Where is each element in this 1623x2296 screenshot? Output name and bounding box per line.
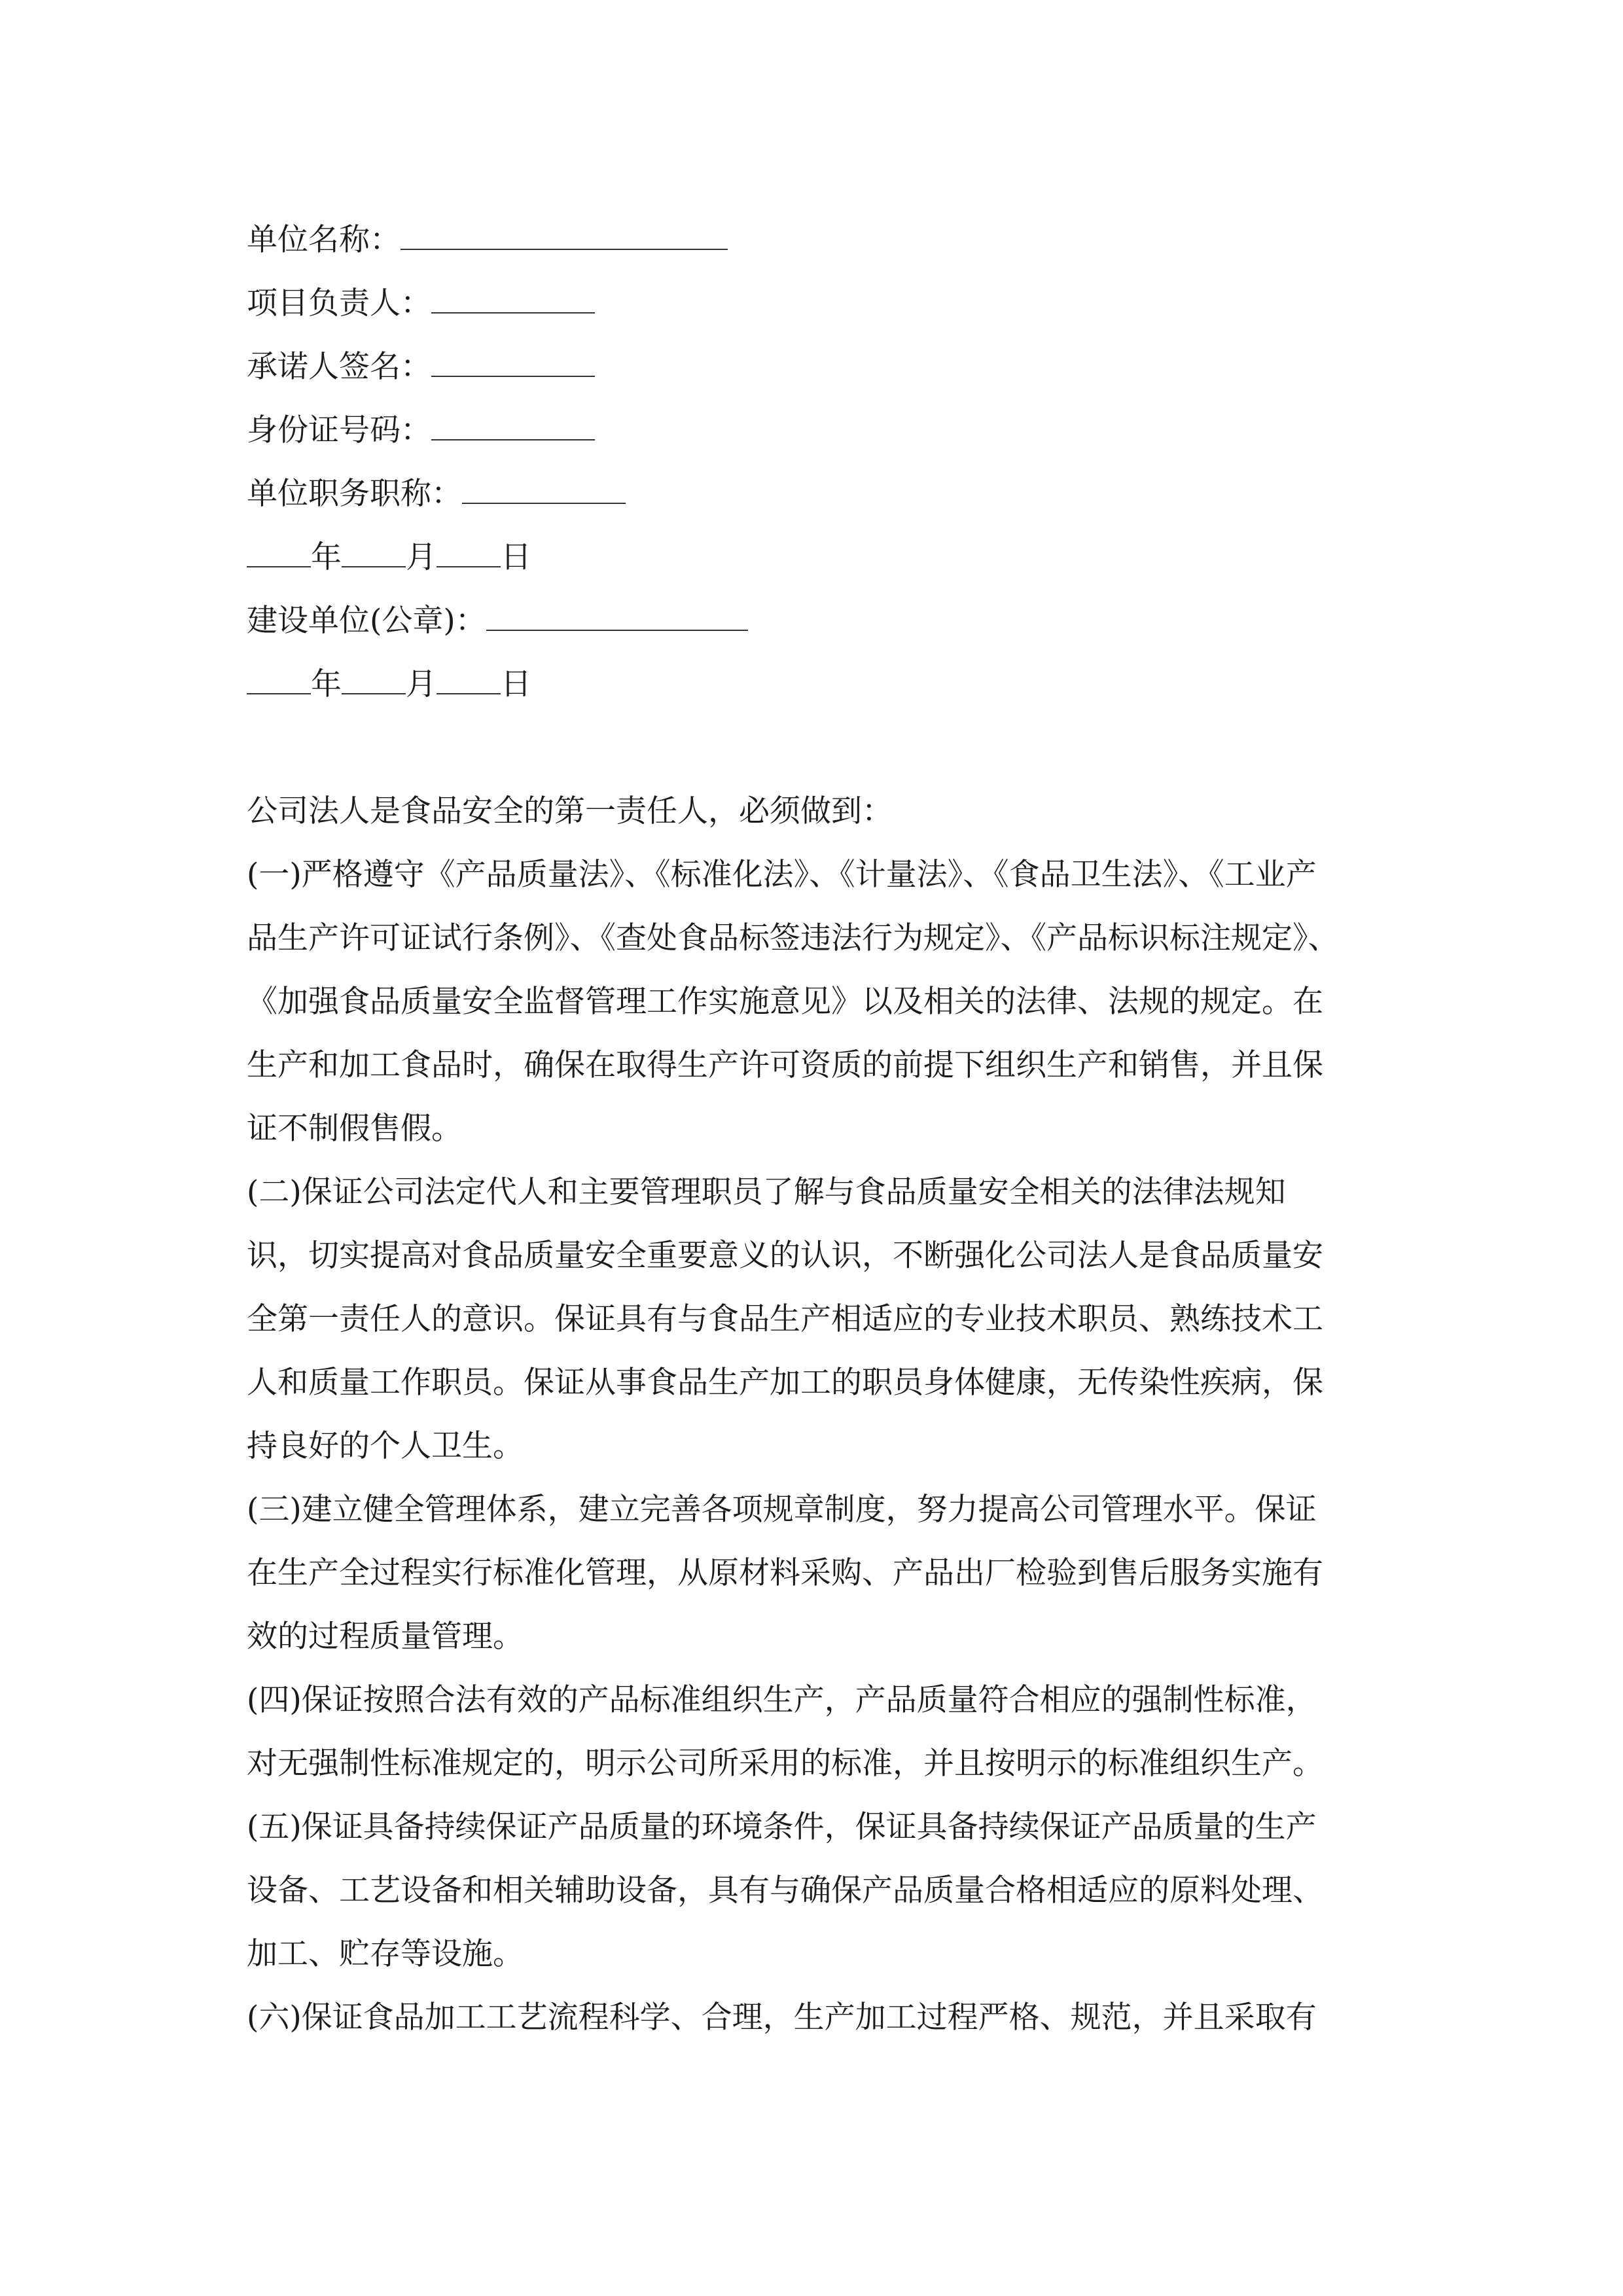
year-blank[interactable] xyxy=(247,527,311,567)
clause-5: (五)保证具备持续保证产品质量的环境条件，保证具备持续保证产品质量的生产 设备、工艺设备和相关辅助设备，具有与确保产品质量合格相适应的原料处理、 加工、贮存等设施。 xyxy=(247,1809,1323,1972)
day-label: 日 xyxy=(501,666,531,702)
year-label: 年 xyxy=(311,539,342,575)
builder-unit-blank[interactable] xyxy=(486,590,748,631)
project-leader-label: 项目负责人： xyxy=(247,285,431,321)
document-page xyxy=(247,208,1399,2049)
clause-6: (六)保证食品加工工艺流程科学、合理，生产加工过程严格、规范，并且采取有 xyxy=(247,2000,1317,2036)
id-number-row xyxy=(247,399,1399,462)
promisor-signature-row xyxy=(247,335,1399,399)
intro-paragraph: 公司法人是食品安全的第一责任人，必须做到： xyxy=(247,793,893,829)
project-leader-blank[interactable] xyxy=(431,273,595,314)
clause-1: (一)严格遵守《产品质量法》、《标准化法》、《计量法》、《食品卫生法》、《工业产 品生产许可证试行条例》、《查处食品标签违法行为规定》、《产品标识标注规定》、 《加强食品质量安全监督管理工作实施意见》以及相关的法律、法规的规定。在 生产和加工食品时，确保在取得生产许可资质的前提下组织生产和销售，并且保 证不制假售假。 xyxy=(247,857,1339,1147)
id-number-blank[interactable] xyxy=(431,400,595,440)
section-gap xyxy=(247,716,1399,780)
id-number-label: 身份证号码： xyxy=(247,412,431,448)
year-label: 年 xyxy=(311,666,342,702)
date-row-2 xyxy=(247,653,1399,716)
position-title-blank[interactable] xyxy=(462,463,626,504)
builder-unit-label: 建设单位(公章)： xyxy=(247,603,486,639)
day-label: 日 xyxy=(501,539,531,575)
clause-2: (二)保证公司法定代人和主要管理职员了解与食品质量安全相关的法律法规知 识，切实提高对食品质量安全重要意义的认识，不断强化公司法人是食品质量安 全第一责任人的意识。保证具有与食品生产相适应的专业技术职员、熟练技术工 人和质量工作职员。保证从事食品生产加工的职员身体健康，无传染性疾病，保 持良好的个人卫生。 xyxy=(247,1174,1323,1464)
promisor-signature-blank[interactable] xyxy=(431,336,595,377)
promisor-signature-label: 承诺人签名： xyxy=(247,349,431,385)
position-title-label: 单位职务职称： xyxy=(247,476,462,512)
day-blank[interactable] xyxy=(437,654,501,694)
month-label: 月 xyxy=(406,539,437,575)
date-row-1 xyxy=(247,526,1399,589)
year-blank[interactable] xyxy=(247,654,311,694)
position-title-row xyxy=(247,462,1399,526)
day-blank[interactable] xyxy=(437,527,501,567)
unit-name-blank[interactable] xyxy=(401,209,728,250)
month-blank[interactable] xyxy=(342,654,406,694)
clause-4: (四)保证按照合法有效的产品标准组织生产，产品质量符合相应的强制性标准， 对无强制性标准规定的，明示公司所采用的标准，并且按明示的标准组织生产。 xyxy=(247,1682,1323,1782)
month-label: 月 xyxy=(406,666,437,702)
unit-name-label: 单位名称： xyxy=(247,222,401,258)
month-blank[interactable] xyxy=(342,527,406,567)
unit-name-row xyxy=(247,208,1399,272)
builder-unit-row xyxy=(247,589,1399,653)
project-leader-row xyxy=(247,272,1399,335)
clause-3: (三)建立健全管理体系，建立完善各项规章制度，努力提高公司管理水平。保证 在生产全过程实行标准化管理，从原材料采购、产品出厂检验到售后服务实施有 效的过程质量管理。 xyxy=(247,1492,1323,1655)
